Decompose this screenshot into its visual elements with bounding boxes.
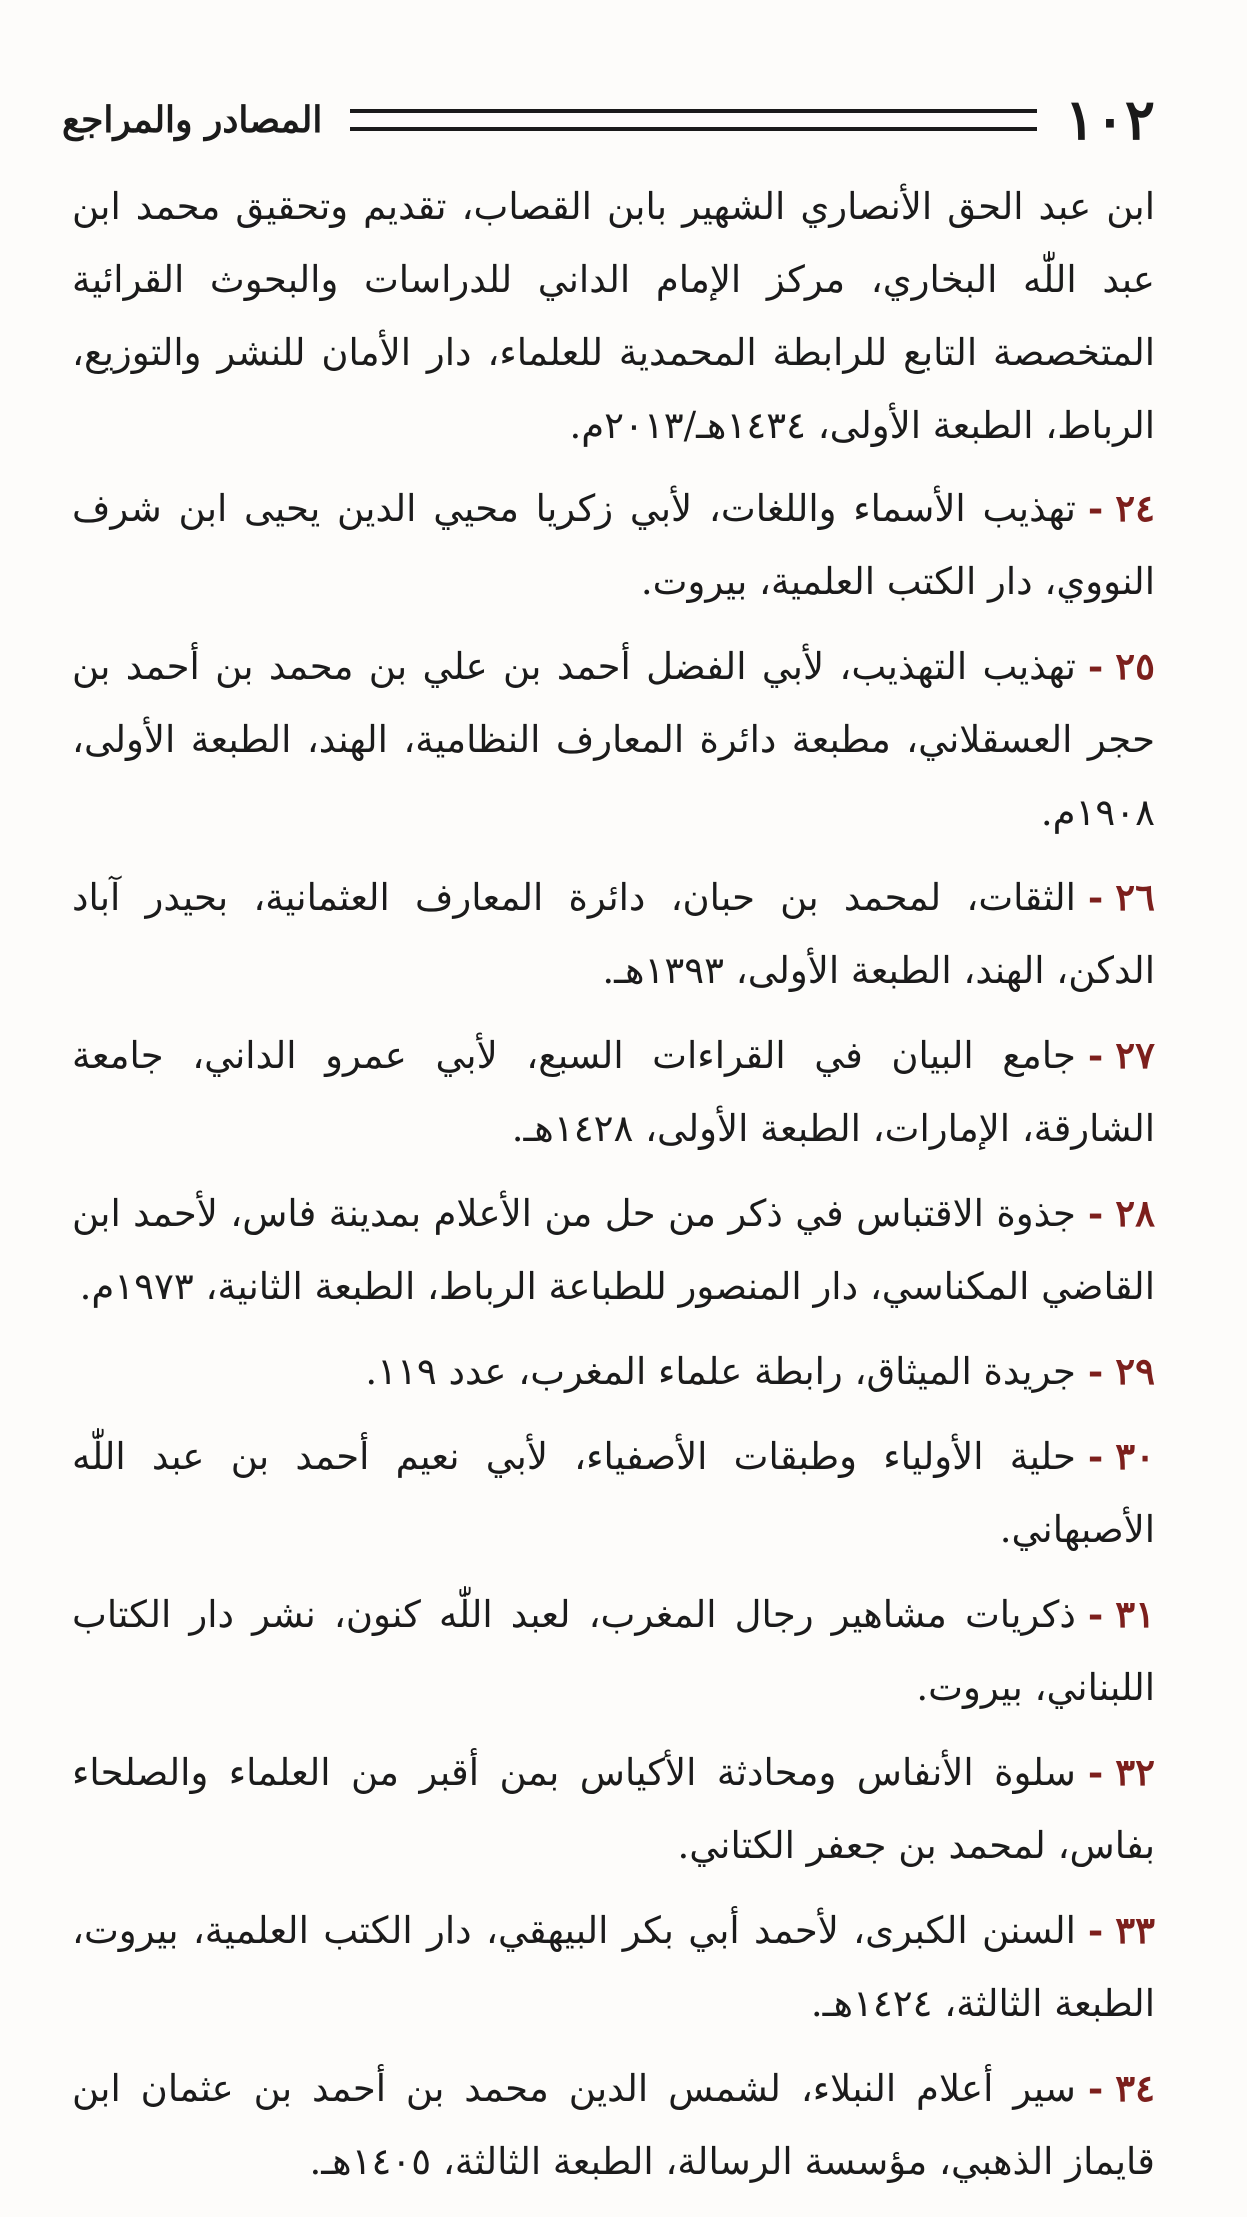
- reference-entry: [72, 1335, 1155, 1408]
- entry-dash: -: [1087, 644, 1104, 688]
- entry-number: ٣٣: [1115, 1908, 1155, 1952]
- entry-number: ٢٦: [1115, 875, 1155, 919]
- entry-dash: -: [1087, 1349, 1104, 1393]
- entry-text: جذوة الاقتباس في ذكر من حل من الأعلام بمدينة فاس، لأحمد ابن القاضي المكناسي، دار المنصور للطباعة الرباط، الطبعة الثانية، ١٩٧٣م.: [72, 1192, 1155, 1308]
- reference-entry: [72, 2052, 1155, 2198]
- entry-text: حلية الأولياء وطبقات الأصفياء، لأبي نعيم أحمد بن عبد اللّٰه الأصبهاني.: [72, 1435, 1155, 1551]
- entry-number: ٢٥: [1115, 644, 1155, 688]
- page-number: ١٠٢: [1064, 87, 1155, 153]
- entry-number: ٢٨: [1115, 1191, 1155, 1235]
- section-title: المصادر والمراجع: [62, 99, 323, 141]
- entry-number: ٣٤: [1115, 2066, 1155, 2110]
- reference-entry: [72, 1177, 1155, 1323]
- references-list: [72, 170, 1155, 2210]
- reference-entry: [72, 1019, 1155, 1165]
- entry-text: ذكريات مشاهير رجال المغرب، لعبد اللّٰه كنون، نشر دار الكتاب اللبناني، بيروت.: [72, 1593, 1155, 1709]
- entry-dash: -: [1087, 875, 1104, 919]
- entry-dash: -: [1087, 2066, 1104, 2110]
- entry-text: سير أعلام النبلاء، لشمس الدين محمد بن أحمد بن عثمان ابن قايماز الذهبي، مؤسسة الرسالة، الطبعة الثالثة، ١٤٠٥هـ.: [72, 2067, 1155, 2183]
- reference-continuation: ابن عبد الحق الأنصاري الشهير بابن القصاب، تقديم وتحقيق محمد ابن عبد اللّٰه البخاري، مركز الإمام الداني للدراسات والبحوث القرائية المتخصصة التابع للرابطة المحمدية للعلماء، دار الأمان للنشر والتوزيع، الرباط، الطبعة الأولى، ١٤٣٤هـ/٢٠١٣م.: [72, 185, 1155, 447]
- entry-text: الثقات، لمحمد بن حبان، دائرة المعارف العثمانية، بحيدر آباد الدكن، الهند، الطبعة الأولى، ١٣٩٣هـ.: [72, 876, 1155, 992]
- entry-number: ٣١: [1115, 1592, 1155, 1636]
- entry-dash: -: [1087, 1191, 1104, 1235]
- reference-entry: [72, 1894, 1155, 2040]
- entry-dash: -: [1087, 486, 1104, 530]
- entry-text: جامع البيان في القراءات السبع، لأبي عمرو الداني، جامعة الشارقة، الإمارات، الطبعة الأولى، ١٤٢٨هـ.: [72, 1034, 1155, 1150]
- entry-dash: -: [1087, 1033, 1104, 1077]
- entry-number: ٢٧: [1115, 1033, 1155, 1077]
- reference-entry: [72, 630, 1155, 849]
- reference-entry: [72, 1578, 1155, 1724]
- entry-number: ٣٠: [1115, 1434, 1155, 1478]
- entry-dash: -: [1087, 1750, 1104, 1794]
- entry-text: تهذيب الأسماء واللغات، لأبي زكريا محيي الدين يحيى ابن شرف النووي، دار الكتب العلمية، بيروت.: [72, 487, 1155, 603]
- running-header: [62, 88, 1155, 152]
- entry-text: السنن الكبرى، لأحمد أبي بكر البيهقي، دار الكتب العلمية، بيروت، الطبعة الثالثة، ١٤٢٤هـ.: [72, 1909, 1155, 2025]
- entry-dash: -: [1087, 1908, 1104, 1952]
- reference-entry: [72, 1420, 1155, 1566]
- entry-text: سلوة الأنفاس ومحادثة الأكياس بمن أقبر من العلماء والصلحاء بفاس، لمحمد بن جعفر الكتاني.: [72, 1751, 1155, 1867]
- entry-text: جريدة الميثاق، رابطة علماء المغرب، عدد ١١٩.: [365, 1350, 1076, 1393]
- entry-number: ٣٢: [1115, 1750, 1155, 1794]
- entry-dash: -: [1087, 1434, 1104, 1478]
- reference-entry: [72, 472, 1155, 618]
- reference-entry: [72, 1736, 1155, 1882]
- entry-dash: -: [1087, 1592, 1104, 1636]
- entry-number: ٢٩: [1115, 1349, 1155, 1393]
- reference-entry: [72, 861, 1155, 1007]
- header-double-rule: [350, 109, 1036, 131]
- entry-text: تهذيب التهذيب، لأبي الفضل أحمد بن علي بن محمد بن أحمد بن حجر العسقلاني، مطبعة دائرة المعارف النظامية، الهند، الطبعة الأولى، ١٩٠٨م.: [72, 645, 1155, 834]
- entry-number: ٢٤: [1115, 486, 1155, 530]
